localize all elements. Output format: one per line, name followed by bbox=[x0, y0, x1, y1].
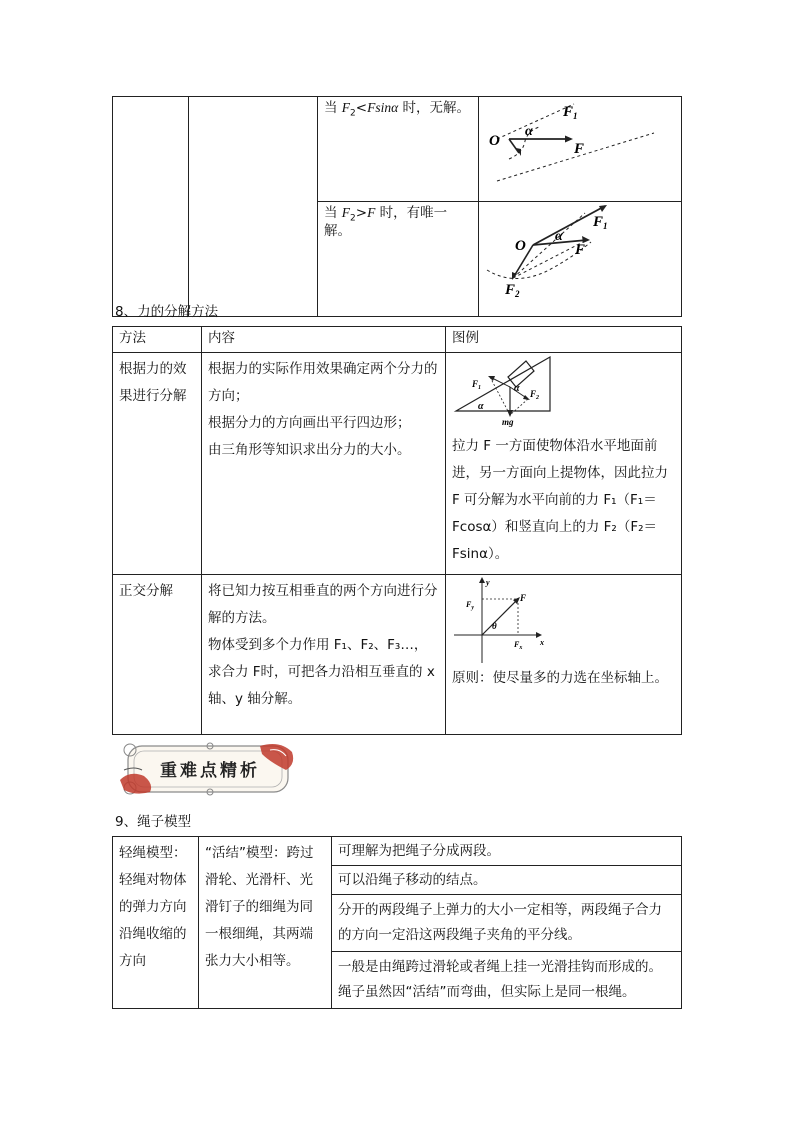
label-alpha-top: α bbox=[514, 383, 520, 394]
rope-row-3: 分开的两段绳子上弹力的大小一定相等，两段绳子合力的方向一定沿这两段绳子夹角的平分线。 bbox=[332, 895, 682, 952]
decomposition-table bbox=[112, 326, 682, 735]
label-x: x bbox=[540, 638, 544, 647]
label-alpha: α bbox=[555, 229, 563, 244]
diagram-cell-1 bbox=[479, 97, 682, 202]
header-example: 图例 bbox=[446, 327, 682, 353]
label-F1: $F_1$ bbox=[563, 104, 578, 121]
content-orthogonal: 将已知力按互相垂直的两个方向进行分解的方法。 物体受到多个力作用 F₁、F₂、F₃…，求合力 F时，可把各力沿相互垂直的 x 轴、y 轴分解。 bbox=[202, 575, 446, 735]
banner-title: 重难点精析 bbox=[160, 761, 260, 781]
empty-cell bbox=[113, 97, 189, 317]
caption-effect: 拉力 F 一方面使物体沿水平地面前进，另一方面向上提物体，因此拉力 F 可分解为水平向前的力 F₁（F₁＝Fcosα）和竖直向上的力 F₂（F₂＝Fsinα）。 bbox=[452, 438, 668, 562]
header-method: 方法 bbox=[113, 327, 202, 353]
key-points-banner bbox=[120, 740, 296, 798]
rope-model-table bbox=[112, 836, 682, 1009]
caption-orthogonal: 原则：使尽量多的力选在坐标轴上。 bbox=[452, 670, 668, 686]
method-orthogonal: 正交分解 bbox=[113, 575, 202, 735]
incline-diagram bbox=[452, 353, 572, 431]
light-rope-model: 轻绳模型：轻绳对物体的弹力方向沿绳收缩的方向 bbox=[113, 837, 199, 1009]
method-effect: 根据力的效果进行分解 bbox=[113, 353, 202, 575]
label-F: F bbox=[574, 141, 585, 157]
diagram-cell-2 bbox=[479, 202, 682, 317]
top-table bbox=[112, 96, 682, 317]
rope-row-1: 可理解为把绳子分成两段。 bbox=[332, 837, 682, 866]
label-alpha: α bbox=[525, 124, 533, 139]
label-F1: $F_1$ bbox=[593, 214, 608, 231]
axis-diagram bbox=[452, 575, 562, 667]
empty-cell bbox=[189, 97, 318, 317]
no-solution-diagram bbox=[479, 97, 680, 191]
case-no-solution: 当 $F_2<Fsin\alpha$ 时，无解。 bbox=[318, 97, 479, 202]
header-content: 内容 bbox=[202, 327, 446, 353]
rope-row-4: 一般是由绳跨过滑轮或者绳上挂一光滑挂钩而形成的。绳子虽然因“活结”而弯曲，但实际上是同一根绳。 bbox=[332, 952, 682, 1009]
live-knot-model: “活结”模型：跨过滑轮、光滑杆、光滑钉子的细绳为同一根细绳，其两端张力大小相等。 bbox=[199, 837, 332, 1009]
label-F2: $F_2$ bbox=[530, 389, 540, 401]
label-F1: $F_1$ bbox=[472, 379, 482, 391]
example-orthogonal bbox=[446, 575, 682, 735]
label-F: F bbox=[575, 242, 586, 258]
unique-solution-diagram bbox=[479, 202, 680, 306]
label-F2: $F_2$ bbox=[505, 282, 520, 299]
label-Fx: $F_x$ bbox=[514, 640, 523, 651]
label-F: F bbox=[520, 593, 527, 603]
example-effect bbox=[446, 353, 682, 575]
label-O: O bbox=[489, 133, 500, 149]
label-y: y bbox=[486, 578, 490, 587]
label-Fy: $F_y$ bbox=[466, 600, 475, 611]
rope-row-2: 可以沿绳子移动的结点。 bbox=[332, 866, 682, 895]
label-mg: mg bbox=[502, 417, 514, 427]
case-unique-solution: 当 $F_2>F$ 时，有唯一解。 bbox=[318, 202, 479, 317]
content-effect: 根据力的实际作用效果确定两个分力的方向； 根据分力的方向画出平行四边形； 由三角形等知识求出分力的大小。 bbox=[202, 353, 446, 575]
section-9-title: 9、绳子模型 bbox=[115, 814, 192, 830]
label-theta: θ bbox=[492, 621, 497, 631]
label-O: O bbox=[515, 238, 526, 254]
label-alpha-base: α bbox=[478, 401, 484, 412]
section-8-title: 8、力的分解方法 bbox=[115, 304, 219, 320]
